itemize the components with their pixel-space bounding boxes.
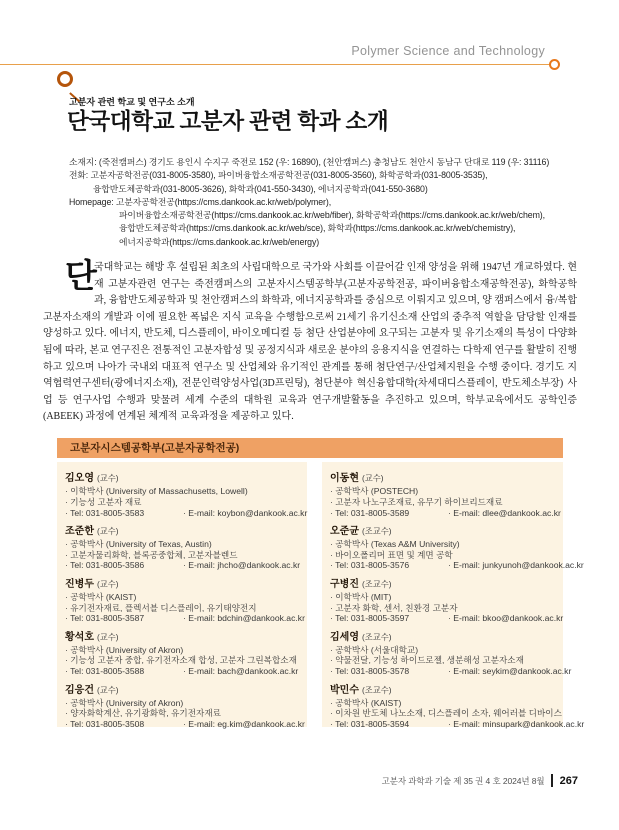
drop-cap: 단: [65, 259, 97, 295]
professor-degree: · 공학박사 (University of Akron): [65, 698, 299, 709]
professor-name: 진병두: [65, 578, 94, 590]
page-number: 267: [559, 774, 578, 787]
page-footer: [382, 774, 578, 787]
professor-tel: · Tel: 031-8005-3578: [330, 666, 448, 677]
professor-email: · E-mail: koybon@dankook.ac.kr: [183, 508, 307, 519]
faculty-name-row: [65, 577, 299, 592]
faculty-name-row: [65, 524, 299, 539]
address-line: 소재지: (죽전캠퍼스) 경기도 용인시 수지구 죽전로 152 (우: 16890), (천안캠퍼스) 충청남도 천안시 동남구 단대로 119 (우: 31116): [69, 157, 550, 167]
faculty-entry: [330, 577, 564, 624]
professor-position: (교수): [96, 578, 119, 589]
professor-degree: · 공학박사 (University of Texas, Austin): [65, 539, 299, 550]
faculty-entry: [65, 471, 308, 518]
professor-contact-row: [65, 507, 308, 519]
professor-degree: · 이학박사 (University of Massachusetts, Lowell): [65, 486, 299, 497]
faculty-column-left: [57, 462, 308, 730]
faculty-name-row: [330, 577, 555, 592]
professor-degree: · 공학박사 (KAIST): [65, 592, 299, 603]
professor-contact-row: [330, 613, 564, 624]
faculty-entry: [65, 577, 305, 624]
faculty-name-row: [65, 630, 299, 645]
professor-tel: · Tel: 031-8005-3589: [330, 508, 448, 519]
professor-name: 이동현: [330, 473, 359, 484]
journal-issue-info: 고분자 과학과 기술 제 35 권 4 호 2024년 8월: [381, 775, 545, 786]
intro-paragraph: [43, 260, 577, 426]
professor-name: 황석호: [65, 631, 94, 643]
professor-email: · E-mail: jhcho@dankook.ac.kr: [183, 560, 300, 571]
journal-name: Polymer Science and Technology: [351, 44, 545, 58]
department-header: 고분자시스템공학부(고분자공학전공): [57, 438, 563, 458]
intro-text-body: 국대학교는 해방 후 설립된 최초의 사립대학으로 국가와 사회를 이끌어갈 인재 양성을 위해 1947년 개교하였다. 현재 고분자관련 연구는 죽전캠퍼스의 고분자시스템공학부(고분자공학전공, 파이버융합소재공학전공), 화학공학과, 융합반도체공학과 및 천안캠퍼스의 화학과, 에너지공학과를 중심으로 이뤄지고 있으며, 양 캠퍼스에서 융/복합 고분자소재의 개발과 이에 필요한 폭넓은 지식 교육을 수행함으로써 21세기 유기신소재 산업의 중추적 역할을 담당할 인재를 양성하고 있다. 에너지, 반도체, 디스플레이, 바이오메디컬 등 첨단 산업분야에 요구되는 고분자 및 유기소재의 특성이 다양화됨에 따라, 본교 연구진은 전통적인 고분자합성 및 공정지식과 새로운 분야의 응용지식을 연결하는 다학제 연구를 활발히 진행하고 있으며 나아가 국내외 대표적 연구소 및 산업체와 유기적인 관계를 통해 첨단연구/산업체지원을 수행 중이다. 경기도 지역협력연구센터(광에너지소재), 전문인력양성사업(3D프린팅), 첨단분야 혁신융합대학(차세대디스플레이, 반도체소부장) 사업 등 연구사업 수행과 맞물려 세계 수준의 대학원 교육과 연구개발활동을 추진하고 있으며, 학부교육에서도 공학인증(ABEEK) 과정에 연계된 체계적 교육과정을 제공하고 있다.: [43, 262, 577, 423]
professor-name: 김응건: [65, 684, 94, 696]
contact-info-block: [69, 156, 574, 249]
faculty-entry: [330, 683, 585, 730]
faculty-name-row: [330, 630, 555, 645]
homepage-line: 파이버융합소재공학전공(https://cms.dankook.ac.kr/web/fiber), 화학공학과(https://cms.dankook.ac.kr/web/chem),: [119, 210, 545, 221]
header-rule: [0, 64, 551, 65]
section-marker-ring-icon: [57, 71, 73, 87]
footer-divider: [551, 774, 552, 787]
professor-email: · E-mail: bach@dankook.ac.kr: [183, 666, 298, 677]
professor-degree: · 공학박사 (KAIST): [330, 698, 555, 709]
homepage-line: 에너지공학과(https://cms.dankook.ac.kr/web/energy): [119, 236, 320, 247]
faculty-column-right: [322, 462, 585, 730]
professor-email: · E-mail: dlee@dankook.ac.kr: [448, 508, 561, 519]
professor-tel: · Tel: 031-8005-3587: [65, 613, 183, 624]
faculty-entry: [330, 524, 584, 571]
faculty-entry: [330, 630, 572, 677]
professor-research-areas: · 양자화학계산, 유기광화학, 유기전자재료: [65, 708, 299, 719]
faculty-table: [57, 438, 585, 730]
homepage-line: Homepage: 고분자공학전공(https://cms.dankook.ac.kr/web/polymer),: [69, 196, 332, 207]
professor-name: 구병진: [330, 578, 359, 590]
professor-tel: · Tel: 031-8005-3508: [65, 719, 183, 730]
professor-research-areas: · 고분자 나노구조재료, 유무기 하이브리드재료: [330, 497, 555, 508]
professor-tel: · Tel: 031-8005-3586: [65, 560, 183, 571]
professor-degree: · 이학박사 (MIT): [330, 592, 555, 603]
professor-contact-row: [65, 666, 299, 677]
professor-position: (교수): [96, 473, 119, 483]
professor-research-areas: · 유기전자재료, 플렉서블 디스플레이, 유기태양전지: [65, 603, 299, 614]
faculty-entry: [65, 683, 305, 730]
intro-text: [43, 260, 577, 426]
homepage-line: 융합반도체공학과(https://cms.dankook.ac.kr/web/sce), 화학과(https://cms.dankook.ac.kr/web/chemistry),: [119, 223, 516, 234]
professor-research-areas: · 이차원 반도체 나노소재, 디스플레이 소자, 웨어러블 디바이스: [330, 708, 555, 719]
professor-email: · E-mail: minsupark@dankook.ac.kr: [448, 719, 584, 730]
faculty-name-row: [65, 683, 299, 698]
professor-position: (조교수): [361, 525, 392, 536]
professor-tel: · Tel: 031-8005-3597: [330, 613, 448, 624]
professor-position: (조교수): [361, 684, 392, 695]
faculty-name-row: [330, 683, 555, 698]
faculty-entry: [65, 524, 299, 571]
phone-line: 융합반도체공학과(031-8005-3626), 화학과(041-550-3430), 에너지공학과(041-550-3680): [93, 183, 428, 194]
professor-tel: · Tel: 031-8005-3594: [330, 719, 448, 730]
professor-name: 조준한: [65, 525, 94, 537]
professor-email: · E-mail: bkoo@dankook.ac.kr: [448, 613, 563, 624]
page-title: 단국대학교 고분자 관련 학과 소개: [67, 109, 389, 134]
professor-contact-row: [65, 613, 305, 624]
faculty-name-row: [65, 471, 299, 486]
professor-position: (조교수): [361, 631, 392, 642]
professor-degree: · 공학박사 (서울대학교): [330, 645, 555, 656]
professor-tel: · Tel: 031-8005-3583: [65, 508, 183, 519]
faculty-name-row: [330, 524, 555, 539]
professor-email: · E-mail: eg.kim@dankook.ac.kr: [183, 719, 305, 730]
section-label: 고분자 관련 학교 및 연구소 소개: [69, 97, 195, 107]
faculty-name-row: [330, 471, 555, 486]
professor-contact-row: [330, 560, 584, 571]
professor-position: (조교수): [361, 578, 392, 589]
professor-research-areas: · 고분자물리화학, 블록공중합체, 고분자블렌드: [65, 550, 299, 561]
professor-email: · E-mail: bdchin@dankook.ac.kr: [183, 613, 305, 624]
professor-position: (교수): [96, 525, 119, 536]
professor-email: · E-mail: seykim@dankook.ac.kr: [448, 666, 571, 677]
professor-name: 김세영: [330, 631, 359, 643]
professor-research-areas: · 바이오폴리머 표면 및 계면 공학: [330, 550, 555, 561]
professor-research-areas: · 기능성 고분자 중합, 유기전자소재 합성, 고분자 그린복합소재: [65, 655, 299, 666]
professor-contact-row: [330, 719, 585, 730]
professor-research-areas: · 고분자 화학, 센서, 친환경 고분자: [330, 603, 555, 614]
faculty-entry: [65, 630, 299, 677]
professor-position: (교수): [361, 473, 384, 483]
professor-position: (교수): [96, 684, 119, 695]
professor-contact-row: [65, 560, 299, 571]
professor-degree: · 공학박사 (University of Akron): [65, 645, 299, 656]
professor-email: · E-mail: junkyunoh@dankook.ac.kr: [448, 560, 584, 571]
professor-contact-row: [65, 719, 305, 730]
professor-contact-row: [330, 507, 561, 519]
professor-name: 박민수: [330, 684, 359, 696]
professor-name: 김오영: [65, 473, 94, 484]
professor-tel: · Tel: 031-8005-3588: [65, 666, 183, 677]
professor-position: (교수): [96, 631, 119, 642]
professor-tel: · Tel: 031-8005-3576: [330, 560, 448, 571]
professor-degree: · 공학박사 (POSTECH): [330, 486, 555, 497]
faculty-columns: [57, 462, 585, 730]
professor-research-areas: · 기능성 고분자 재료: [65, 497, 299, 508]
professor-degree: · 공학박사 (Texas A&M University): [330, 539, 555, 550]
professor-research-areas: · 약물전달, 기능성 하이드로젤, 생분해성 고분자소재: [330, 655, 555, 666]
header-rule-end-dot-icon: [549, 59, 560, 70]
faculty-entry: [330, 471, 561, 518]
professor-contact-row: [330, 666, 572, 677]
professor-name: 오준균: [330, 525, 359, 537]
phone-line: 전화: 고분자공학전공(031-8005-3580), 파이버융합소재공학전공(031-8005-3560), 화학공학과(031-8005-3535),: [69, 170, 488, 181]
